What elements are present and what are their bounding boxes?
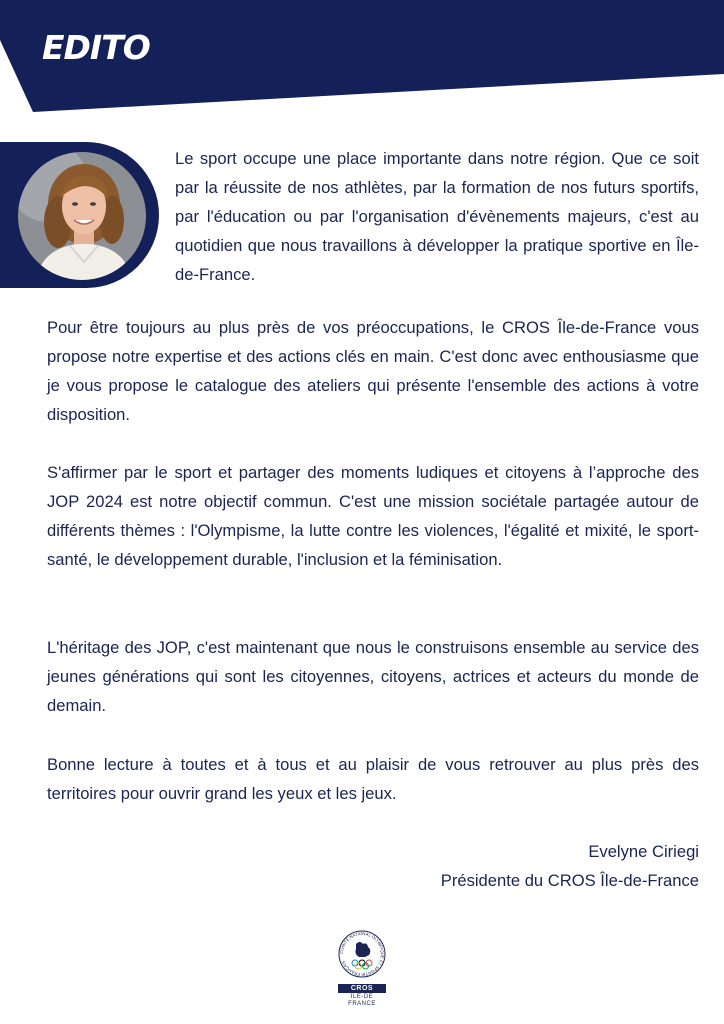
signature-role: Présidente du CROS Île-de-France — [440, 871, 699, 890]
logo-band: CROS — [338, 984, 386, 993]
paragraph-mission: S'affirmer par le sport et partager des moments ludiques et citoyens à l’approche des JOP 2024 est notre objectif commun. C'est une mission sociétale partagée autour de différents thèmes : l'Olympisme, la lutte contre les violences, l'égalité et mixité, le sport-santé, le développement durable, l'inclusion et la féminisation. — [47, 463, 699, 569]
paragraph-closing: Bonne lecture à toutes et à tous et au plaisir de vous retrouver au plus près des territoires pour ouvrir grand les yeux et les jeux. — [47, 755, 699, 803]
signature-name: Evelyne Ciriegi — [588, 842, 699, 861]
cros-seal-icon — [338, 930, 386, 978]
page-title: EDITO — [42, 28, 150, 67]
seal-text: COMITÉ NATIONAL OLYMPIQUE ET SPORTIF FRANÇAIS — [338, 930, 386, 978]
signature — [441, 837, 699, 895]
logo-sub-line1: ÎLE-DE — [350, 994, 374, 1000]
intro-paragraph: Le sport occupe une place importante dans notre région. Que ce soit par la réussite de nos athlètes, par la formation de nos futurs sportifs, par l'éducation ou par l'organisation d'évènements majeurs, c'est au quotidien que nous travaillons à développer la pratique sportive en Île-de-France. — [175, 149, 699, 284]
logo-sub-line2: FRANCE — [348, 1001, 376, 1007]
portrait-photo — [18, 152, 146, 280]
paragraph-expertise: Pour être toujours au plus près de vos préoccupations, le CROS Île-de-France vous propose notre expertise et des actions clés en main. C'est donc avec enthousiasme que je vous propose le catalogue des ateliers qui présente l'ensemble des actions à votre disposition. — [47, 318, 699, 424]
logo-subtitle — [336, 994, 388, 1008]
cros-logo — [336, 930, 388, 1012]
paragraph-heritage: L'héritage des JOP, c'est maintenant que nous le construisons ensemble au service des jeunes générations qui sont les citoyennes, citoyens, actrices et acteurs du monde de demain. — [47, 638, 699, 715]
